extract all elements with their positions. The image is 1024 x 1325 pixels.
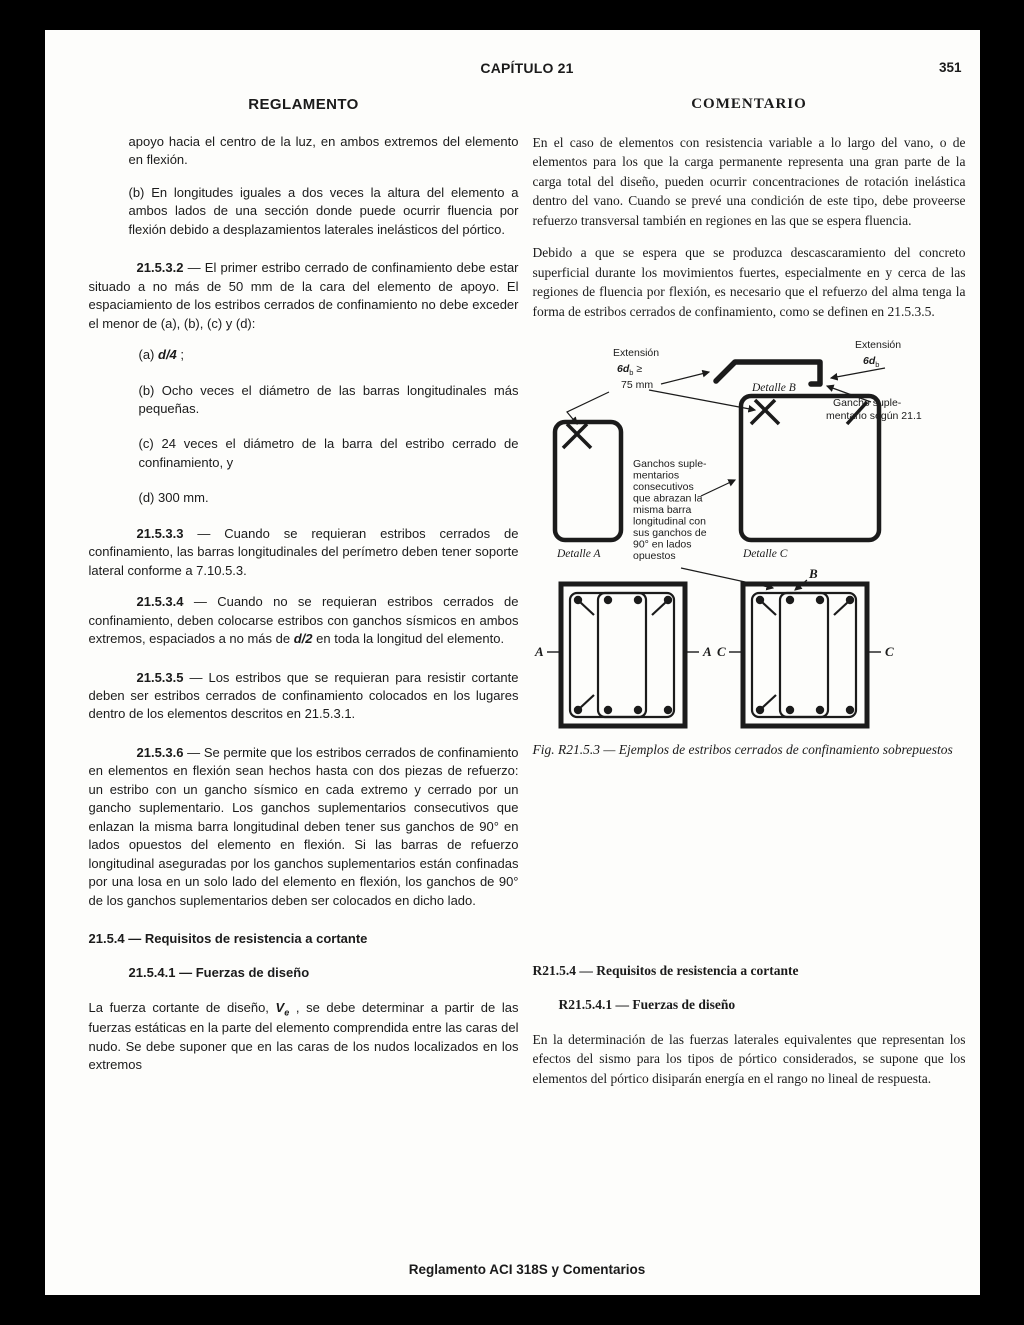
label-detalle-c: Detalle C bbox=[742, 547, 787, 560]
list-item-b: (b) Ocho veces el diámetro de las barras longitudinales más pequeñas. bbox=[138, 382, 519, 416]
label-6d: 6d bbox=[862, 354, 875, 367]
label-ganchos-line: sus ganchos de bbox=[632, 526, 707, 539]
section-number: 21.5.3.6 bbox=[136, 744, 184, 760]
text-run: La fuerza cortante de diseño, bbox=[88, 999, 276, 1015]
section-c-c-drawing bbox=[729, 584, 881, 726]
section-text: — Los estribos que se requieran para resistir cortante deben ser estribos cerrados de confinamiento colocados en los lugares dentro de los elementos descritos en 21.5.3.1. bbox=[88, 669, 519, 722]
comentario-column bbox=[533, 133, 966, 1248]
section-number: 21.5.3.4 bbox=[136, 594, 184, 610]
page-header bbox=[89, 60, 966, 82]
label-ganchos-line: opuestos bbox=[632, 549, 676, 562]
section-text: — Cuando se requieran estribos cerrados de confinamiento, las barras longitudinales del perímetro deben tener soporte lateral conforme a 7.10.5.3. bbox=[88, 525, 519, 578]
text-run: , se debe determinar a partir de las fuerzas estáticas en la parte del elemento comprendida entre las caras del nudo. Se debe suponer que en las caras de los nudos localizados en los extremos bbox=[88, 999, 519, 1073]
formula-d4: d/4 bbox=[158, 347, 177, 363]
label-ganchos-line: Ganchos suple- bbox=[632, 457, 707, 470]
section-number: 21.5.3.5 bbox=[136, 669, 184, 685]
label-ganchos-line: 90° en lados bbox=[632, 538, 691, 551]
hoop-detail-a-drawing bbox=[555, 422, 621, 540]
figure-r21-5-3 bbox=[533, 334, 966, 734]
label-ganchos-line: consecutivos bbox=[632, 480, 694, 493]
section-21-5-3-5 bbox=[89, 669, 519, 724]
reglamento-column bbox=[89, 133, 519, 1248]
formula-d2: d/2 bbox=[293, 631, 313, 647]
list-item-c: (c) 24 veces el diámetro de la barra del estribo cerrado de confinamiento, y bbox=[138, 436, 519, 470]
page-footer: Reglamento ACI 318S y Comentarios bbox=[408, 1262, 646, 1277]
label-ganchos-line: mentarios bbox=[632, 469, 679, 482]
commentary-paragraph-3: En la determinación de las fuerzas laterales equivalentes que representan los efectos del sismo para los tipos de pórtico considerados, se supone que los elementos del pórtico disiparán energía en el rango no lineal de respuesta. bbox=[532, 1031, 966, 1086]
section-mark-c-left: C bbox=[716, 643, 726, 659]
commentary-paragraph-2: Debido a que se espera que se produzca descascaramiento del concreto superficial durante los movimientos fuertes, especialmente en y cerca de las regiones de fluencia por flexión, es necesario que el refuerzo del alma tenga la forma de estribos cerrados de confinamiento, como se definen en 21.5.3.5. bbox=[532, 245, 966, 319]
section-21-5-3-6 bbox=[89, 744, 519, 910]
paragraph-carryover: apoyo hacia el centro de la luz, en ambos extremos del elemento en flexión. bbox=[128, 134, 519, 168]
section-number: 21.5.3.2 bbox=[136, 260, 184, 276]
hoop-examples-figure bbox=[533, 334, 963, 734]
label-ganchos-line: longitudinal con bbox=[632, 515, 706, 528]
variable-Ve: V bbox=[275, 999, 285, 1015]
commentary-paragraph-1: En el caso de elementos con resistencia variable a lo largo del vano, o de elementos para los que la carga permanente representa una gran parte de la carga total del diseño, pueden ocurrir concentraciones de rotación inelástica dentro del vano. Cuando se prevé una condición de este tipo, debe proveerse refuerzo transversal también en regiones en las que se espera fluencia. bbox=[532, 135, 966, 228]
heading-21-5-4-1: 21.5.4.1 — Fuerzas de diseño bbox=[128, 965, 310, 981]
label-detalle-b: Detalle B bbox=[751, 381, 796, 394]
section-text: — Se permite que los estribos cerrados de confinamiento en elementos en flexión sean hechos hasta con dos piezas de refuerzo: un estribo con un gancho sísmico en cada extremo y cerrado por un gancho suplementario. Los ganchos suplementarios consecutivos que enlazan la misma barra longitudinal deben tener sus ganchos de 90° en lados opuestos del elemento en flexión. Si las barras de refuerzo longitudinal aseguradas por los ganchos suplementarios están confinadas por una losa en un solo lado del elemento en flexión, los ganchos de 90° de los ganchos suplementarios deben ser colocados en dicho lado. bbox=[88, 744, 519, 908]
section-21-5-3-2 bbox=[89, 259, 519, 333]
section-text: — El primer estribo cerrado de confinamiento debe estar situado a no más de 50 mm de la cara del elemento de apoyo. El espaciamiento de los estribos cerrados de confinamiento no debe exceder el menor de (a), (b), (c) y (d): bbox=[88, 260, 519, 331]
comentario-title: COMENTARIO bbox=[691, 96, 807, 112]
label-ganchos-line: misma barra bbox=[632, 503, 691, 516]
label-ganchos-line: que abrazan la bbox=[632, 492, 702, 505]
paragraph-design-shear bbox=[89, 999, 519, 1075]
rebar-dots bbox=[755, 596, 853, 714]
paragraph-item-b-zones: (b) En longitudes iguales a dos veces la altura del elemento a ambos lados de una sección donde puede ocurrir fluencia por flexión debido a desplazamientos laterales inelásticos del pórtico. bbox=[128, 184, 519, 237]
label-6d: 6d bbox=[616, 362, 629, 375]
label-extension-right-line1: Extensión bbox=[854, 338, 901, 351]
section-21-5-3-4 bbox=[89, 593, 519, 648]
reglamento-title: REGLAMENTO bbox=[248, 96, 359, 113]
variable-Ve-subscript: e bbox=[284, 1007, 290, 1018]
label-extension-left-line2 bbox=[617, 363, 642, 377]
figure-caption: Fig. R21.5.3 — Ejemplos de estribos cerrados de confinamiento sobrepuestos bbox=[532, 741, 953, 757]
section-mark-b: B bbox=[808, 565, 818, 581]
two-column-body bbox=[89, 133, 966, 1248]
section-mark-c-right: C bbox=[884, 643, 894, 659]
heading-r21-5-4-1: R21.5.4.1 — Fuerzas de diseño bbox=[558, 997, 736, 1013]
item-label: (a) bbox=[138, 347, 158, 363]
label-extension-left-line1: Extensión bbox=[612, 346, 659, 359]
section-mark-a-left: A bbox=[534, 643, 544, 659]
section-number: 21.5.3.3 bbox=[136, 525, 184, 541]
page-number: 351 bbox=[938, 60, 962, 75]
label-6d-subscript: b bbox=[628, 367, 633, 377]
section-a-a-drawing bbox=[547, 584, 699, 726]
item-end: ; bbox=[176, 347, 185, 363]
document-page bbox=[45, 30, 980, 1295]
chapter-title: CAPÍTULO 21 bbox=[480, 60, 574, 76]
label-detalle-a: Detalle A bbox=[556, 547, 601, 560]
rebar-dots bbox=[573, 596, 671, 714]
section-text: — Cuando no se requieran estribos cerrados de confinamiento, deben colocarse estribos con ganchos sísmicos en ambos extremos, espaciados a no más de bbox=[88, 594, 519, 647]
list-item-d: (d) 300 mm. bbox=[138, 490, 209, 506]
heading-21-5-4: 21.5.4 — Requisitos de resistencia a cortante bbox=[88, 930, 368, 946]
heading-r21-5-4: R21.5.4 — Requisitos de resistencia a cortante bbox=[532, 962, 799, 978]
section-mark-a-right: A bbox=[702, 643, 712, 659]
label-geq: ≥ bbox=[632, 362, 642, 375]
list-item-a bbox=[139, 346, 519, 364]
section-21-5-3-3 bbox=[89, 525, 519, 580]
label-75mm: 75 mm bbox=[620, 378, 653, 391]
label-gancho-line2: mentario según 21.1 bbox=[825, 409, 922, 422]
column-titles bbox=[89, 96, 966, 133]
label-extension-right-line2 bbox=[863, 355, 879, 369]
label-6d-subscript: b bbox=[874, 359, 879, 369]
section-text: en toda la longitud del elemento. bbox=[312, 631, 505, 647]
label-gancho-line1: Gancho suple- bbox=[832, 396, 901, 409]
crosstie-detail-b-drawing bbox=[716, 362, 820, 384]
